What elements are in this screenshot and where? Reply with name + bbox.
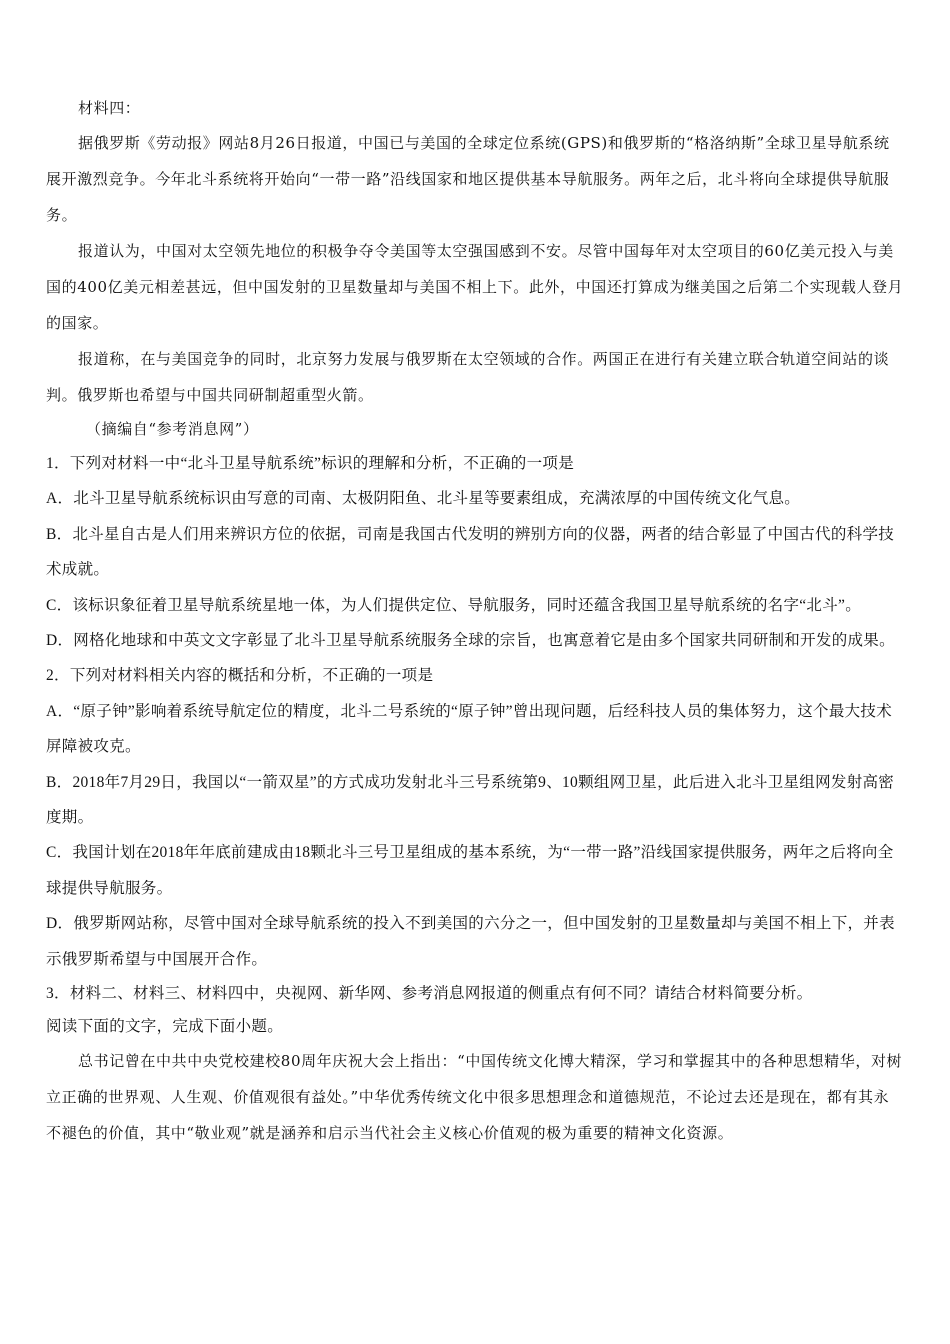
material4-paragraph-1: 据俄罗斯《劳动报》网站8月26日报道，中国已与美国的全球定位系统(GPS)和俄罗斯的“格洛纳斯”全球卫星导航系统展开激烈竞争。今年北斗系统将开始向“一带一路”沿线国家和地区提供基本导航服务。两年之后，北斗将向全球提供导航服务。 (46, 134, 890, 224)
question-2-option-a: A．“原子钟”影响着系统导航定位的精度，北斗二号系统的“原子钟”曾出现问题，后经科技人员的集体努力，这个最大技术屏障被攻克。 (46, 702, 893, 756)
question-1-option-d: D．网格化地球和中英文文字彰显了北斗卫星导航系统服务全球的宗旨，也寓意着它是由多个国家共同研制和开发的成果。 (46, 632, 895, 650)
reading-instruction: 阅读下面的文字，完成下面小题。 (46, 1018, 284, 1036)
question-2-option-d: D．俄罗斯网站称，尽管中国对全球导航系统的投入不到美国的六分之一，但中国发射的卫星数量却与美国不相上下，并表示俄罗斯希望与中国展开合作。 (46, 915, 895, 968)
material4-source: （摘编自“参考消息网”） (86, 420, 259, 438)
question-2-option-b: B．2018年7月29日，我国以“一箭双星”的方式成功发射北斗三号系统第9、10颗组网卫星，此后进入北斗卫星组网发射高密度期。 (46, 773, 895, 827)
question-1-option-a: A．北斗卫星导航系统标识由写意的司南、太极阴阳鱼、北斗星等要素组成，充满浓厚的中国传统文化气息。 (46, 490, 801, 508)
reading-paragraph: 总书记曾在中共中央党校建校80周年庆祝大会上指出：“中国传统文化博大精深，学习和掌握其中的各种思想精华，对树立正确的世界观、人生观、价值观很有益处。”中华优秀传统文化中很多思想理念和道德规范，不论过去还是现在，都有其永不褪色的价值，其中“敬业观”就是涵养和启示当代社会主义核心价值观的极为重要的精神文化资源。 (46, 1052, 903, 1143)
question-3-stem: 3．材料二、材料三、材料四中，央视网、新华网、参考消息网报道的侧重点有何不同？请结合材料简要分析。 (46, 985, 813, 1003)
question-1-stem: 1．下列对材料一中“北斗卫星导航系统”标识的理解和分析，不正确的一项是 (46, 455, 575, 472)
question-2-option-c: C．我国计划在2018年年底前建成由18颗北斗三号卫星组成的基本系统，为“一带一路”沿线国家提供服务，两年之后将向全球提供导航服务。 (46, 844, 894, 897)
material4-paragraph-2: 报道认为，中国对太空领先地位的积极争夺令美国等太空强国感到不安。尽管中国每年对太空项目的60亿美元投入与美国的400亿美元相差甚远，但中国发射的卫星数量却与美国不相上下。此外，中国还打算成为继美国之后第二个实现载人登月的国家。 (46, 242, 904, 332)
question-1-option-b: B．北斗星自古是人们用来辨识方位的依据，司南是我国古代发明的辨别方向的仪器，两者的结合彰显了中国古代的科学技术成就。 (46, 525, 895, 579)
material4-paragraph-3: 报道称，在与美国竞争的同时，北京努力发展与俄罗斯在太空领域的合作。两国正在进行有关建立联合轨道空间站的谈判。俄罗斯也希望与中国共同研制超重型火箭。 (46, 350, 890, 404)
material4-label: 材料四： (78, 99, 141, 117)
question-2-stem: 2．下列对材料相关内容的概括和分析，不正确的一项是 (46, 667, 434, 685)
question-1-option-c: C．该标识象征着卫星导航系统星地一体，为人们提供定位、导航服务，同时还蕴含我国卫星导航系统的名字“北斗”。 (46, 596, 862, 614)
